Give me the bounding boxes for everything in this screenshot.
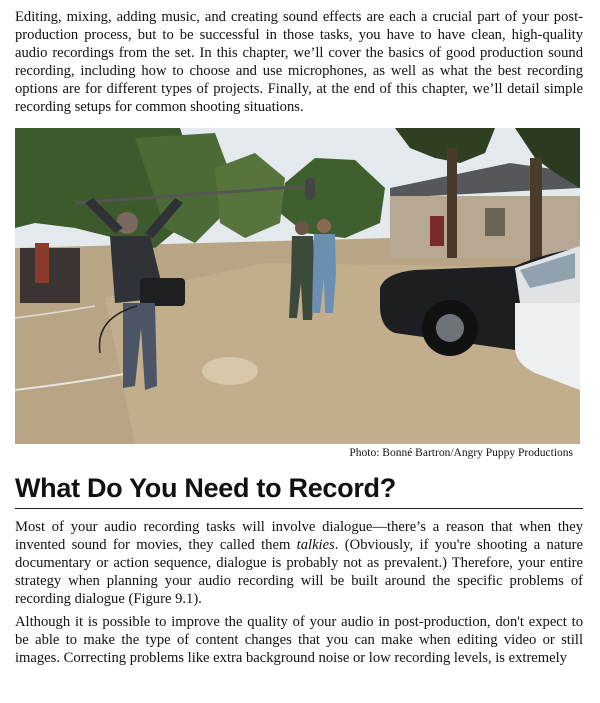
photo-boom-operator-head: [116, 212, 138, 234]
photo-actor-1-head: [295, 221, 309, 235]
photo-credit: Photo: Bonné Bartron/Angry Puppy Productions: [349, 447, 573, 459]
body1-after: . (Obviously, if you're shooting a nature documentary or action sequence, dialogue is probably not as prevalent.) Therefore, your entire strategy when planning your audio recording will be built around the specific problems of recording dialogue (Figure 9.1).: [15, 537, 583, 608]
figure-photo: [15, 128, 580, 444]
intro-paragraph: Editing, mixing, adding music, and creating sound effects are each a crucial part of your post-production process, but to be successful in those tasks, you have to have clean, high-quality audio recordings from the set. In this chapter, we’ll cover the basics of good production sound recording, including how to choose and use microphones, as well as what the best recording options are for different types of projects. Finally, at the end of this chapter, we’ll detail simple recording setups for common shooting situations.: [15, 9, 583, 116]
photo-crew-left: [20, 248, 80, 303]
photo-actor-2-head: [317, 219, 331, 233]
body1-emphasis: talkies: [296, 537, 335, 554]
photo-puddle: [202, 357, 258, 385]
section-heading: What Do You Need to Record?: [15, 471, 583, 509]
body1-before: Most of your audio recording tasks will involve dialogue—there’s a reason that when they invented sound for movies, they called them: [15, 519, 583, 554]
body-paragraph-2: Although it is possible to improve the quality of your audio in post-production, don't expect to be able to make the type of content changes that you can make when editing video or still images. Correcting problems like extra background noise or low recording levels, is extremely: [15, 614, 583, 667]
body-paragraph-1: [15, 518, 583, 608]
